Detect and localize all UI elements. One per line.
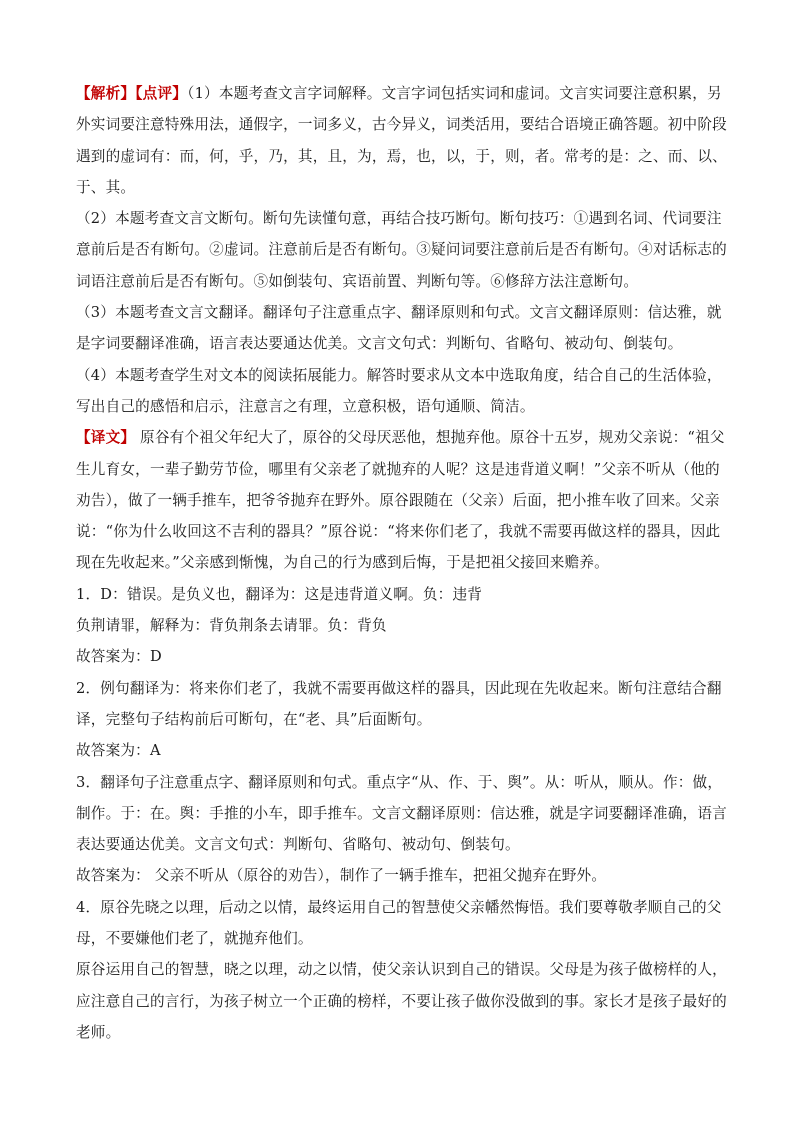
- tag-dianping: 【点评】: [135, 85, 188, 102]
- answer-1-line-2: 负荆请罪，解释为：背负荆条去请罪。负：背负: [76, 617, 387, 635]
- answer-2-text: 2．例句翻译为：将来你们老了，我就不需要再做这样的器具，因此现在先收起来。断句注意结合翻译，完整句子结构前后可断句，在“老、具”后面断句。: [76, 679, 722, 728]
- tag-yiwen: 【译文】: [76, 429, 136, 447]
- translation-text: 原谷有个祖父年纪大了，原谷的父母厌恶他，想抛弃他。原谷十五岁，规劝父亲说：“祖父生儿育女，一辈子勤劳节俭，哪里有父亲老了就抛弃的人呢？这是违背道义啊！”父亲不听从（他的劝告），做了一辆手推车，把爷爷抛弃在野外。原谷跟随在（父亲）后面，把小推车收了回来。父亲说：“你为什么收回这不吉利的器具？”原谷说：“将来你们老了，我就不需要再做这样的器具，因此现在先收起来。”父亲感到惭愧，为自己的行为感到后悔，于是把祖父接回来赡养。: [76, 429, 725, 572]
- answer-3-text: 3．翻译句子注意重点字、翻译原则和句式。重点字“从、作、于、舆”。从：听从，顺从。作：做，制作。于：在。舆：手推的小车，即手推车。文言文翻译原则：信达雅，就是字词要翻译准确，语言表达要通达优美。文言文句式：判断句、省略句、被动句、倒装句。: [76, 773, 727, 854]
- document-page: [76, 78, 728, 1048]
- tag-jiexi: 【解析】: [76, 85, 136, 102]
- answer-1-result: 故答案为：D: [76, 648, 162, 666]
- answer-1-line-1: 1．D：错误。是负义也，翻译为：这是违背道义啊。负：违背: [76, 585, 483, 603]
- answer-4-text: 4．原谷先晓之以理，后动之以情，最终运用自己的智慧使父亲幡然悔悟。我们要尊敬孝顺自己的父母，不要嫌他们老了，就抛弃他们。: [76, 898, 722, 948]
- analysis-paragraph-2: （2）本题考查文言文断句。断句先读懂句意，再结合技巧断句。断句技巧：①遇到名词、代词要注意前后是否有断句。②虚词。注意前后是否有断句。③疑问词要注意前后是否有断句。④对话标志的词语注意前后是否有断句。⑤如倒装句、宾语前置、判断句等。⑥修辞方法注意断句。: [76, 210, 727, 290]
- analysis-text-1: （1）本题考查文言字词解释。文言字词包括实词和虚词。文言实词要注意积累，另外实词要注意特殊用法，通假字，一词多义，古今异义，词类活用，要结合语境正确答题。初中阶段遇到的虚词有：而，何，乎，乃，其，且，为，焉，也，以，于，则，者。常考的是：之、而、以、于、其。: [76, 85, 727, 196]
- answer-3-result: 故答案为： 父亲不听从（原谷的劝告），制作了一辆手推车，把祖父抛弃在野外。: [76, 867, 607, 885]
- answer-4-extra: 原谷运用自己的智慧，晓之以理，动之以情，使父亲认识到自己的错误。父母是为孩子做榜样的人，应注意自己的言行，为孩子树立一个正确的榜样，不要让孩子做你没做到的事。家长才是孩子最好的老师。: [76, 961, 727, 1041]
- analysis-paragraph-1: [76, 78, 728, 203]
- analysis-paragraph-3: （3）本题考查文言文翻译。翻译句子注意重点字、翻译原则和句式。文言文翻译原则：信达雅，就是字词要翻译准确，语言表达要通达优美。文言文句式：判断句、省略句、被动句、倒装句。: [76, 304, 722, 353]
- answer-2-result: 故答案为：A: [76, 742, 161, 760]
- analysis-paragraph-4: （4）本题考查学生对文本的阅读拓展能力。解答时要求从文本中选取角度，结合自己的生活体验，写出自己的感悟和启示，注意言之有理，立意积极，语句通顺、简洁。: [76, 366, 722, 415]
- translation-paragraph: [76, 422, 728, 578]
